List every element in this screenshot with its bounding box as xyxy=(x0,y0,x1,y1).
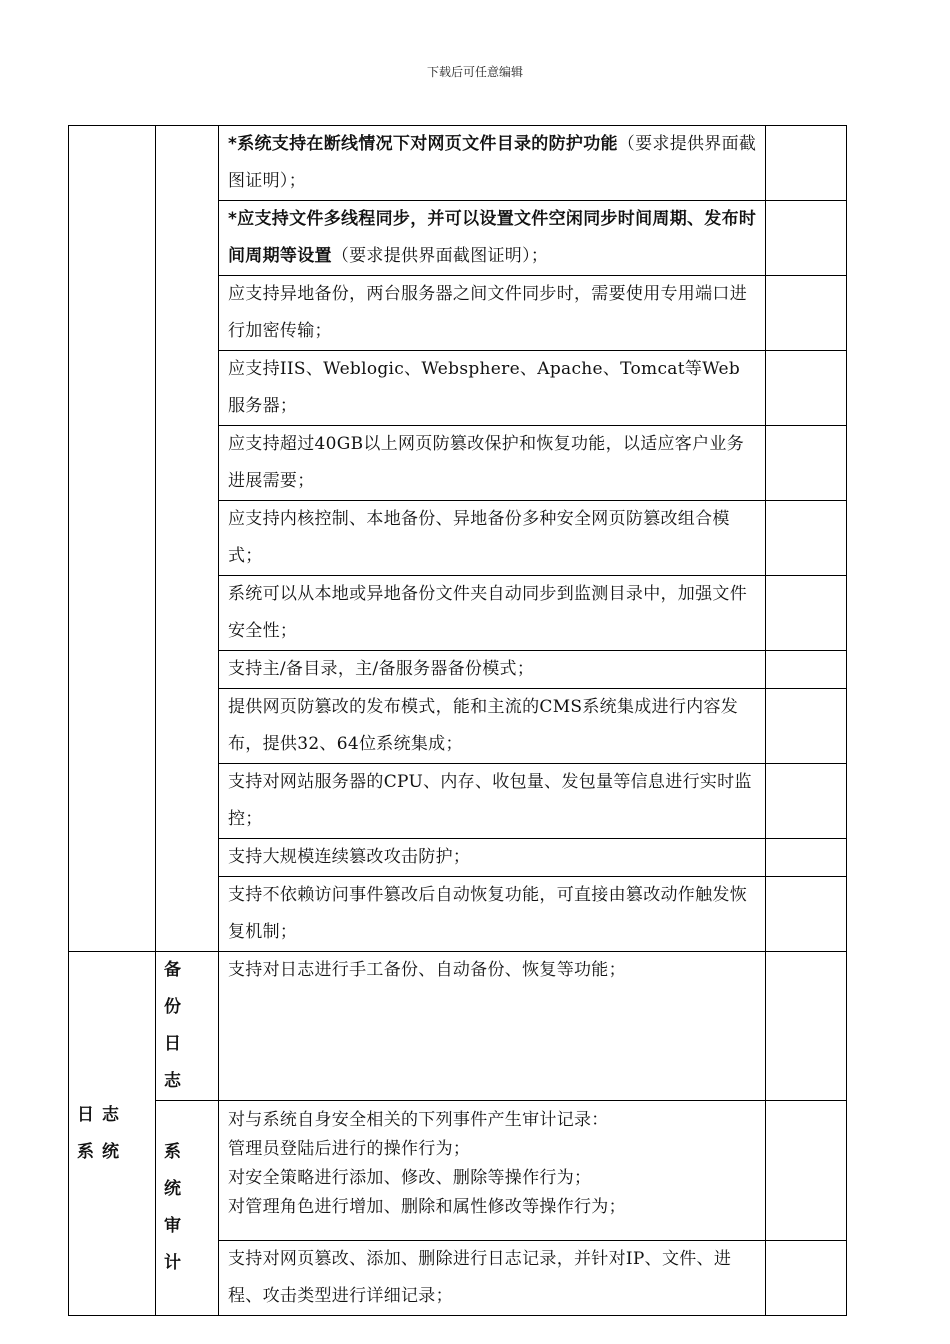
requirement-cell: 提供网页防篡改的发布模式，能和主流的CMS系统集成进行内容发布，提供32、64位系统集成； xyxy=(219,689,766,764)
response-cell xyxy=(766,952,847,1101)
response-cell xyxy=(766,651,847,689)
audit-line: 对管理角色进行增加、删除和属性修改等操作行为； xyxy=(228,1197,626,1217)
page-header: 下载后可任意编辑 xyxy=(426,65,523,79)
response-cell xyxy=(766,839,847,877)
requirement-cell: 应支持超过40GB以上网页防篡改保护和恢复功能，以适应客户业务进展需要； xyxy=(219,426,766,501)
requirement-cell: 应支持异地备份，两台服务器之间文件同步时，需要使用专用端口进行加密传输； xyxy=(219,276,766,351)
requirement-cell: 支持对网站服务器的CPU、内存、收包量、发包量等信息进行实时监控； xyxy=(219,764,766,839)
requirement-cell xyxy=(219,1101,766,1241)
audit-line: 管理员登陆后进行的操作行为； xyxy=(228,1139,471,1159)
requirement-cell: 支持对日志进行手工备份、自动备份、恢复等功能； xyxy=(219,952,766,1101)
requirement-cell: 支持大规模连续篡改攻击防护； xyxy=(219,839,766,877)
response-cell xyxy=(766,201,847,276)
category-cell-empty xyxy=(69,126,156,952)
response-cell xyxy=(766,1241,847,1316)
spec-table xyxy=(68,125,847,1316)
table-row xyxy=(69,126,847,201)
system-audit-subcategory: 系统审计 xyxy=(156,1101,219,1316)
response-cell xyxy=(766,276,847,351)
response-cell xyxy=(766,1101,847,1241)
log-system-category: 日志系统 xyxy=(69,952,156,1316)
response-cell xyxy=(766,689,847,764)
requirement-cell: *应支持文件多线程同步，并可以设置文件空闲同步时间周期、发布时间周期等设置（要求提供界面截图证明）； xyxy=(219,201,766,276)
response-cell xyxy=(766,877,847,952)
requirement-cell: 支持主/备目录，主/备服务器备份模式； xyxy=(219,651,766,689)
response-cell xyxy=(766,576,847,651)
audit-line: 对安全策略进行添加、修改、删除等操作行为； xyxy=(228,1168,592,1188)
response-cell xyxy=(766,126,847,201)
requirement-cell: 应支持IIS、Weblogic、Websphere、Apache、Tomcat等Web服务器； xyxy=(219,351,766,426)
response-cell xyxy=(766,501,847,576)
requirement-cell: 应支持内核控制、本地备份、异地备份多种安全网页防篡改组合模式； xyxy=(219,501,766,576)
requirement-cell: 支持对网页篡改、添加、删除进行日志记录，并针对IP、文件、进程、攻击类型进行详细记录； xyxy=(219,1241,766,1316)
response-cell xyxy=(766,351,847,426)
audit-line: 对与系统自身安全相关的下列事件产生审计记录： xyxy=(228,1110,609,1130)
requirement-cell: *系统支持在断线情况下对网页文件目录的防护功能（要求提供界面截图证明）； xyxy=(219,126,766,201)
backup-log-subcategory: 备份日志 xyxy=(156,952,219,1101)
table-row xyxy=(69,952,847,1101)
requirement-cell: 支持不依赖访问事件篡改后自动恢复功能，可直接由篡改动作触发恢复机制； xyxy=(219,877,766,952)
requirement-cell: 系统可以从本地或异地备份文件夹自动同步到监测目录中，加强文件安全性； xyxy=(219,576,766,651)
response-cell xyxy=(766,426,847,501)
table-row xyxy=(69,1101,847,1241)
response-cell xyxy=(766,764,847,839)
subcategory-cell-empty xyxy=(156,126,219,952)
